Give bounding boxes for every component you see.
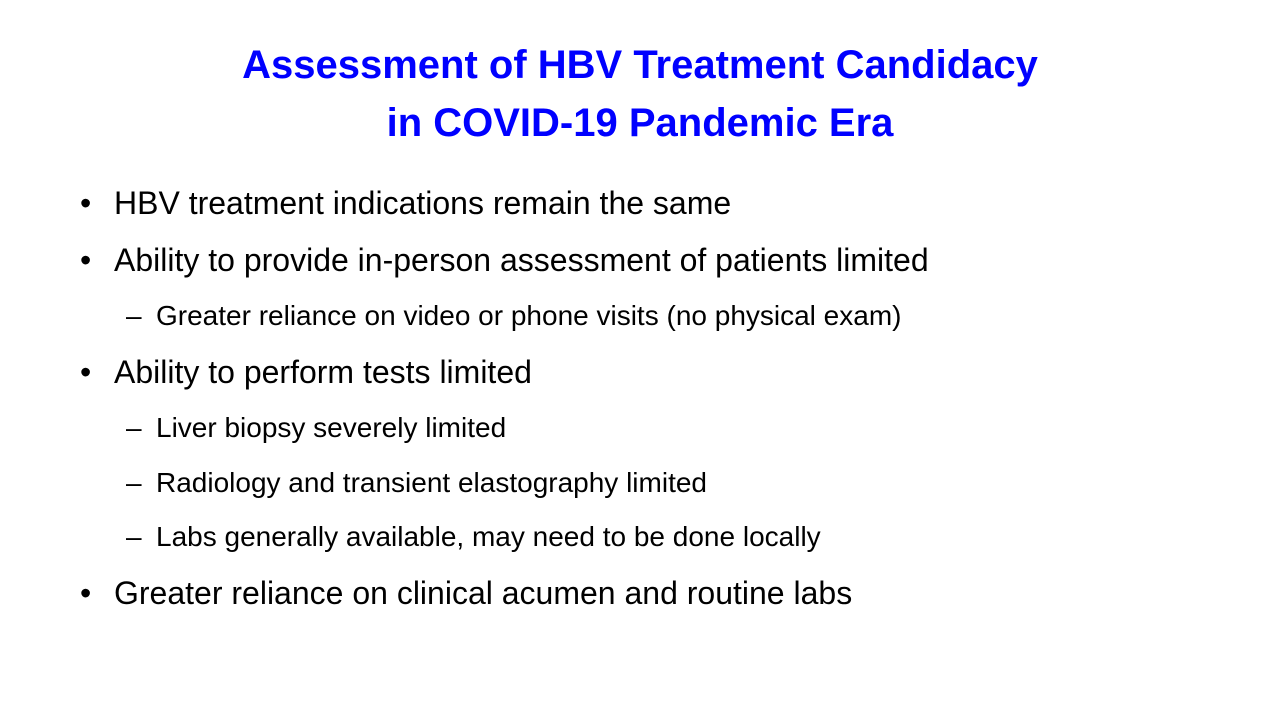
- bullet-text: Ability to perform tests limited: [114, 354, 532, 390]
- bullet-text: Greater reliance on clinical acumen and routine labs: [114, 575, 853, 611]
- dash-icon: –: [126, 467, 142, 498]
- slide-title-line-2: in COVID-19 Pandemic Era: [386, 101, 894, 145]
- sub-bullet-text: Greater reliance on video or phone visits (no physical exam): [156, 300, 902, 331]
- bullet-icon: •: [80, 185, 92, 221]
- dash-icon: –: [126, 300, 142, 331]
- bullet-text: HBV treatment indications remain the same: [114, 185, 732, 221]
- sub-bullet-text: Liver biopsy severely limited: [156, 412, 507, 443]
- bullet-icon: •: [80, 575, 92, 611]
- dash-icon: –: [126, 521, 142, 552]
- slide-title-line-1: Assessment of HBV Treatment Candidacy: [242, 43, 1038, 87]
- sub-bullet-text: Radiology and transient elastography limited: [156, 467, 707, 498]
- bullet-icon: •: [80, 354, 92, 390]
- dash-icon: –: [126, 412, 142, 443]
- bullet-text: Ability to provide in-person assessment of patients limited: [114, 242, 929, 278]
- bullet-icon: •: [80, 242, 92, 278]
- sub-bullet-text: Labs generally available, may need to be done locally: [156, 521, 821, 552]
